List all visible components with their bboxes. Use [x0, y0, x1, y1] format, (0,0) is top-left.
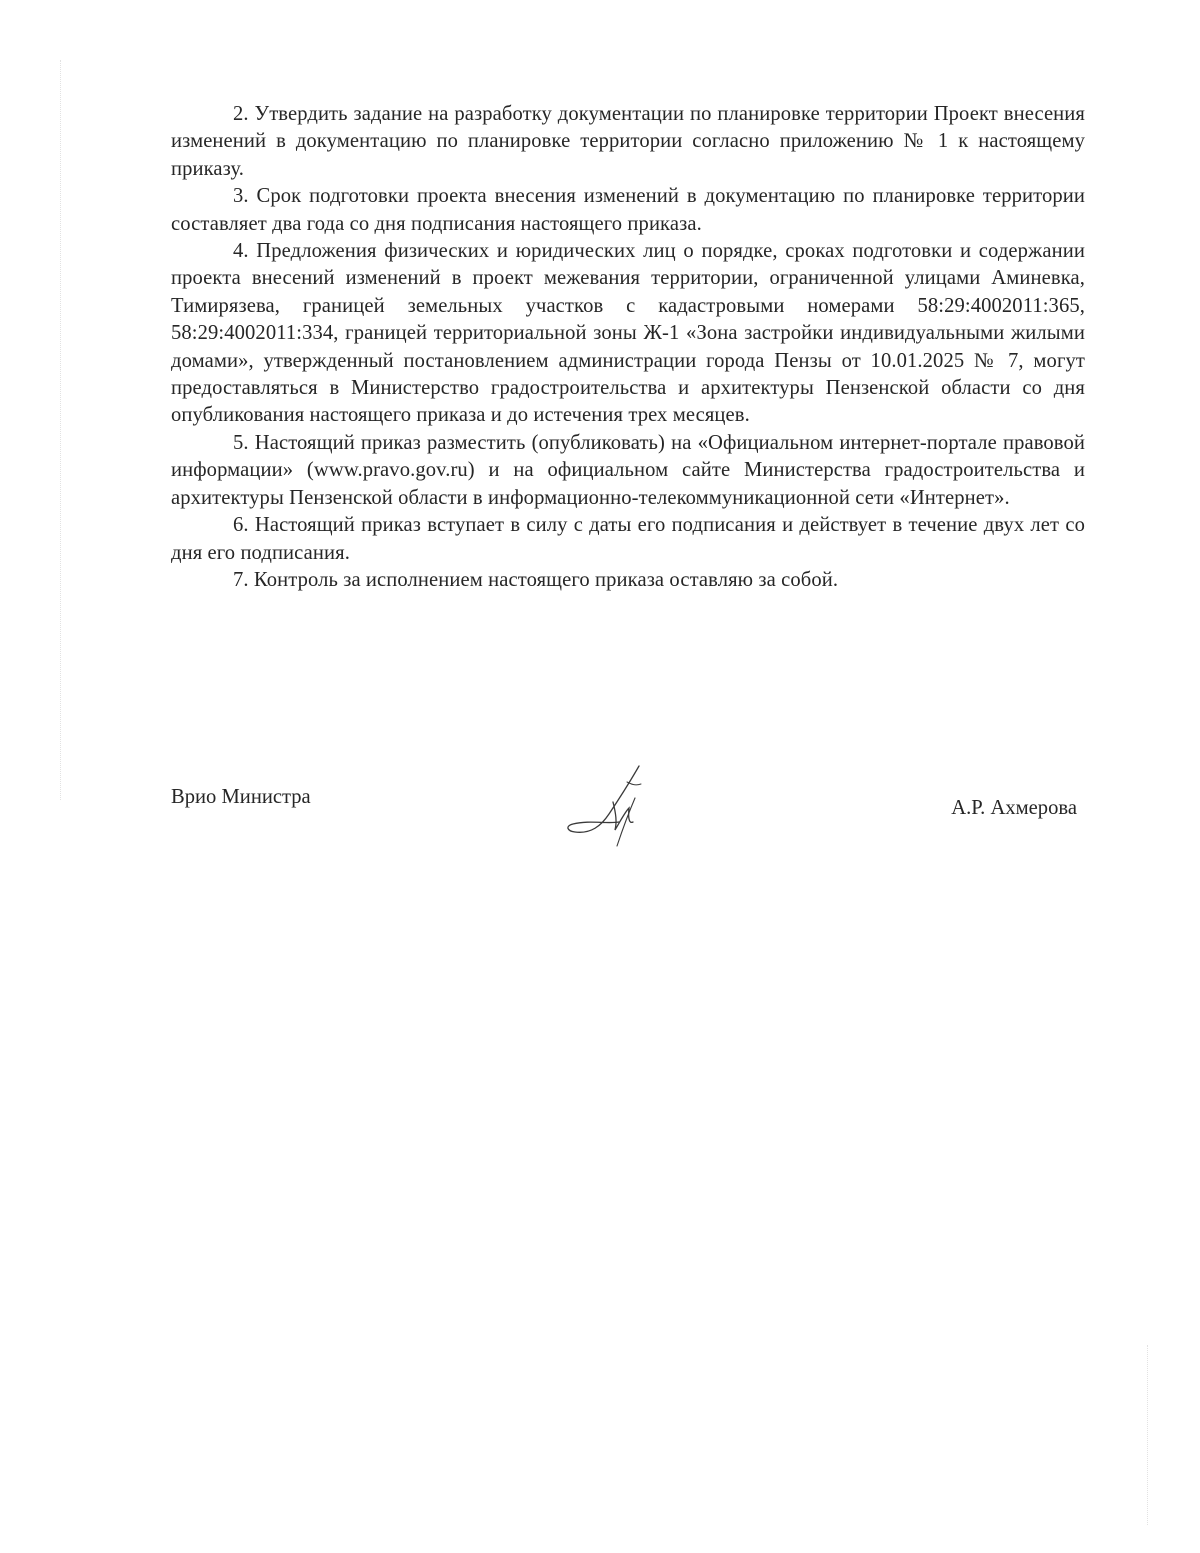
signature-block — [171, 770, 1085, 870]
document-body — [171, 101, 1085, 594]
paragraph-3: 3. Срок подготовки проекта внесения изменений в документацию по планировке территории составляет два года со дня подписания настоящего приказа. — [171, 185, 1085, 235]
paragraph-7: 7. Контроль за исполнением настоящего приказа оставляю за собой. — [233, 568, 839, 591]
paragraph-4: 4. Предложения физических и юридических лиц о порядке, сроках подготовки и содержании проекта внесений изменений в проект межевания территории, ограниченной улицами Аминевка, Тимирязева, границей земельных участков с кадастровыми номерами 58:29:4002011:365, 58:29:4002011:334, границей территориальной зоны Ж-1 «Зона застройки индивидуальными жилыми домами», утвержденный постановлением администрации города Пензы от 10.01.2025 № 7, могут предоставляться в Министерство градостроительства и архитектуры Пензенской области со дня опубликования настоящего приказа и до истечения трех месяцев. — [171, 240, 1085, 427]
paragraph-5: 5. Настоящий приказ разместить (опубликовать) на «Официальном интернет-портале правовой информации» (www.pravo.gov.ru) и на официальном сайте Министерства градостроительства и архитектуры Пензенской области в информационно-телекоммуникационной сети «Интернет». — [171, 431, 1085, 509]
handwritten-signature — [561, 762, 661, 852]
scan-edge-mark — [60, 60, 62, 800]
signatory-name: А.Р. Ахмерова — [951, 797, 1077, 819]
paragraph-2: 2. Утвердить задание на разработку документации по планировке территории Проект внесения изменений в документацию по планировке территории согласно приложению № 1 к настоящему приказу. — [171, 103, 1085, 180]
scan-edge-mark — [1147, 1345, 1149, 1525]
paragraph-6: 6. Настоящий приказ вступает в силу с даты его подписания и действует в течение двух лет со дня его подписания. — [171, 514, 1085, 564]
signatory-position: Врио Министра — [171, 786, 311, 808]
